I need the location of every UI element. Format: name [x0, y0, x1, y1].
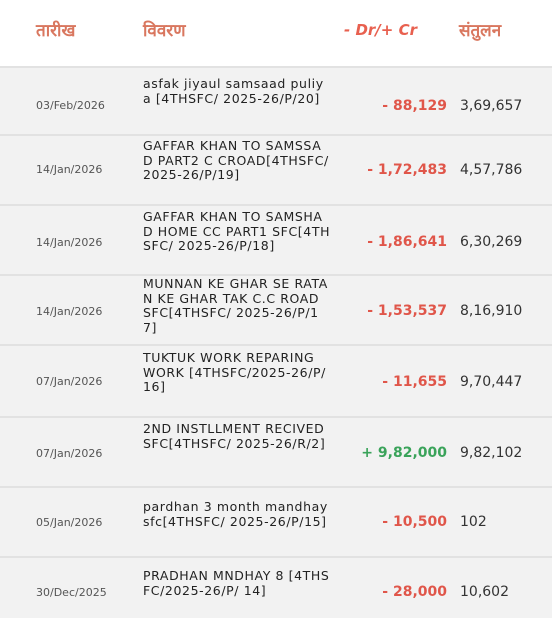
row-balance: 9,82,102: [460, 445, 523, 461]
row-balance: 102: [460, 514, 487, 530]
header-amount: - Dr/+ Cr: [344, 21, 417, 39]
row-description: TUKTUK WORK REPARING WORK [4THSFC/2025-26/P/ 16]: [143, 350, 326, 394]
row-description: GAFFAR KHAN TO SAMSSAD PART2 C CROAD[4THSFC/ 2025-26/P/19]: [143, 138, 329, 182]
header-description: विवरण: [143, 21, 186, 41]
row-date: 07/Jan/2026: [36, 447, 103, 460]
row-amount: - 11,655: [382, 374, 447, 390]
row-date: 14/Jan/2026: [36, 163, 103, 176]
transaction-row[interactable]: [0, 204, 552, 274]
table-header: [0, 0, 552, 62]
row-date: 30/Dec/2025: [36, 586, 107, 599]
transaction-row[interactable]: [0, 274, 552, 344]
row-amount: - 1,72,483: [367, 162, 447, 178]
row-amount: - 1,86,641: [367, 234, 447, 250]
row-date: 14/Jan/2026: [36, 236, 103, 249]
row-description: pardhan 3 month mandhay sfc[4THSFC/ 2025-26/P/15]: [143, 499, 328, 529]
row-balance: 6,30,269: [460, 234, 523, 250]
row-description: GAFFAR KHAN TO SAMSHAD HOME CC PART1 SFC[4THSFC/ 2025-26/P/18]: [143, 209, 331, 253]
transaction-row[interactable]: [0, 556, 552, 618]
row-description: asfak jiyaul samsaad puliya [4THSFC/ 2025-26/P/20]: [143, 76, 324, 106]
header-date: तारीख: [36, 21, 76, 41]
header-balance: संतुलन: [459, 21, 502, 41]
row-amount: - 10,500: [382, 514, 447, 530]
row-balance: 4,57,786: [460, 162, 523, 178]
row-date: 03/Feb/2026: [36, 99, 105, 112]
row-description: 2ND INSTLLMENT RECIVED SFC[4THSFC/ 2025-26/R/2]: [143, 421, 326, 451]
row-amount: - 28,000: [382, 584, 447, 600]
row-amount: + 9,82,000: [361, 445, 447, 461]
row-balance: 8,16,910: [460, 303, 523, 319]
row-description: PRADHAN MNDHAY 8 [4THSFC/2025-26/P/ 14]: [143, 568, 330, 598]
row-amount: - 1,53,537: [367, 303, 447, 319]
row-amount: - 88,129: [382, 98, 447, 114]
row-date: 05/Jan/2026: [36, 516, 103, 529]
row-balance: 3,69,657: [460, 98, 523, 114]
row-description: MUNNAN KE GHAR SE RATAN KE GHAR TAK C.C ROAD SFC[4THSFC/ 2025-26/P/17]: [143, 276, 328, 335]
transaction-row[interactable]: [0, 66, 552, 134]
row-balance: 10,602: [460, 584, 509, 600]
row-date: 07/Jan/2026: [36, 375, 103, 388]
row-balance: 9,70,447: [460, 374, 523, 390]
transaction-row[interactable]: [0, 416, 552, 488]
transaction-row[interactable]: [0, 344, 552, 416]
transaction-row[interactable]: [0, 134, 552, 204]
transaction-row[interactable]: [0, 486, 552, 556]
row-date: 14/Jan/2026: [36, 305, 103, 318]
